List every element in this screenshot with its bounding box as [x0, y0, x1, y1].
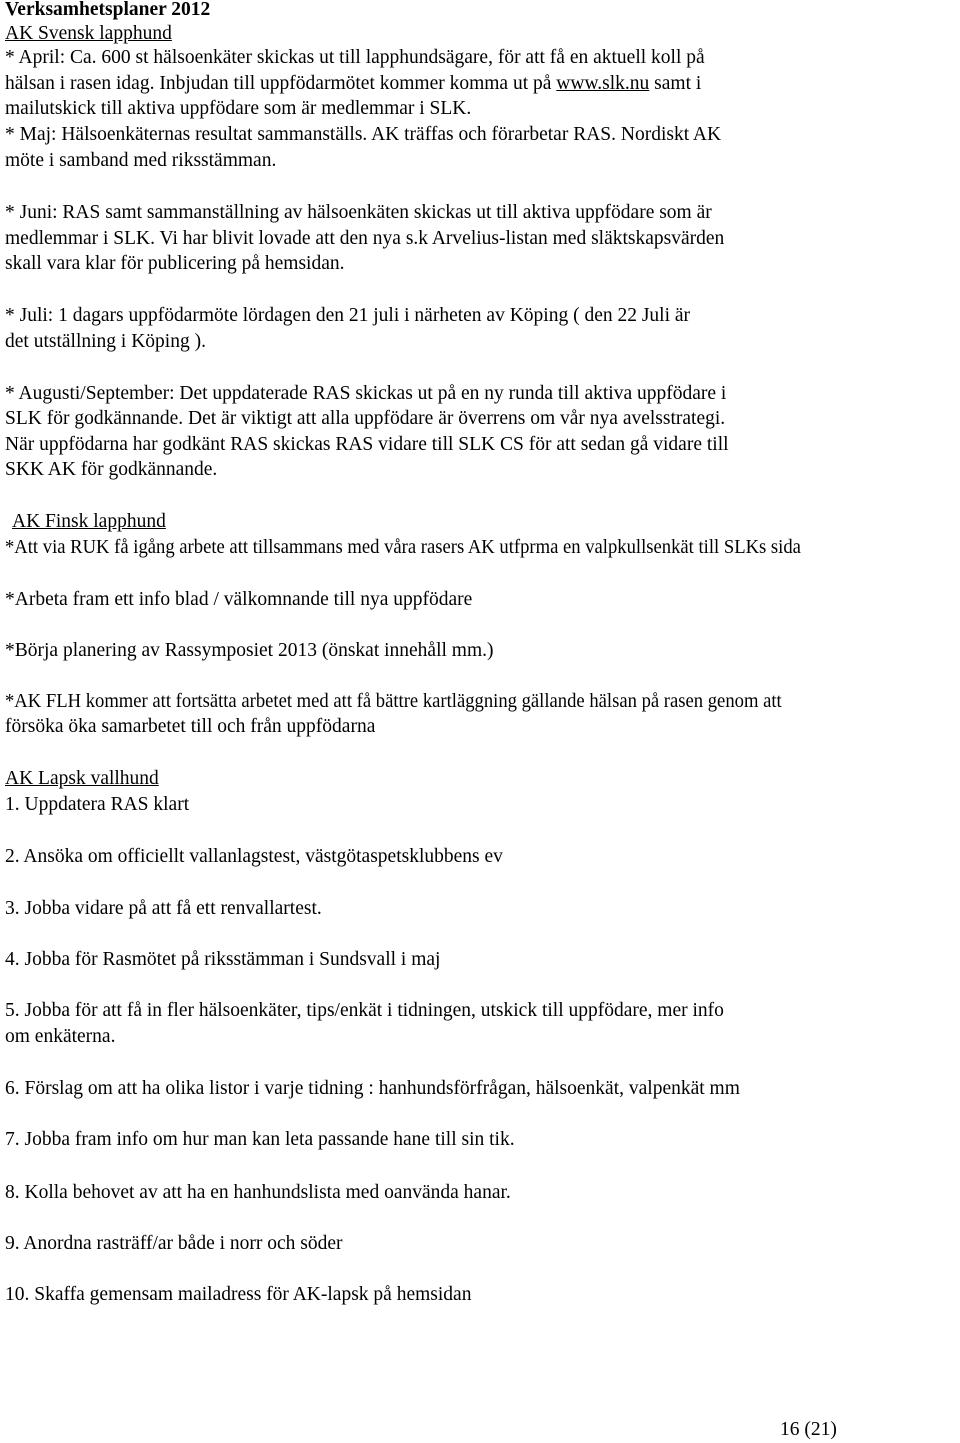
- list-item: *Att via RUK få igång arbete att tillsammans med våra rasers AK utfprma en valpkullsenkät till SLKs sida: [5, 537, 801, 558]
- paragraph-line: * Juli: 1 dagars uppfödarmöte lördagen den 21 juli i närheten av Köping ( den 22 Juli är: [5, 305, 691, 326]
- list-item: om enkäterna.: [5, 1026, 116, 1047]
- list-item: 8. Kolla behovet av att ha en hanhundslista med oanvända hanar.: [5, 1182, 511, 1203]
- list-item: 3. Jobba vidare på att få ett renvallartest.: [5, 898, 322, 919]
- paragraph-line: mailutskick till aktiva uppfödare som är medlemmar i SLK.: [5, 98, 472, 119]
- document-title: Verksamhetsplaner 2012: [5, 0, 211, 20]
- list-item: 6. Förslag om att ha olika listor i varje tidning : hanhundsförfrågan, hälsoenkät, valpenkät mm: [5, 1078, 740, 1099]
- paragraph-line: möte i samband med riksstämman.: [5, 150, 277, 171]
- list-item: 4. Jobba för Rasmötet på riksstämman i Sundsvall i maj: [5, 949, 441, 970]
- paragraph-line: skall vara klar för publicering på hemsidan.: [5, 253, 345, 274]
- paragraph-line: SLK för godkännande. Det är viktigt att alla uppfödare är överrens om vår nya avelsstrategi.: [5, 408, 726, 429]
- list-item: *Börja planering av Rassymposiet 2013 (önskat innehåll mm.): [5, 640, 494, 661]
- list-item: 10. Skaffa gemensam mailadress för AK-lapsk på hemsidan: [5, 1284, 472, 1305]
- list-item: *Arbeta fram ett info blad / välkomnande till nya uppfödare: [5, 589, 473, 610]
- paragraph-line: det utställning i Köping ).: [5, 331, 206, 352]
- text-span: samt i: [649, 73, 702, 94]
- list-item: 9. Anordna rasträff/ar både i norr och söder: [5, 1233, 343, 1254]
- paragraph-line: * Maj: Hälsoenkäternas resultat sammanställs. AK träffas och förarbetar RAS. Nordiskt AK: [5, 124, 722, 145]
- paragraph-line: * April: Ca. 600 st hälsoenkäter skickas ut till lapphundsägare, för att få en aktuell koll på: [5, 47, 705, 68]
- paragraph-line: medlemmar i SLK. Vi har blivit lovade att den nya s.k Arvelius-listan med släktskapsvärden: [5, 228, 725, 249]
- list-item: 5. Jobba för att få in fler hälsoenkäter, tips/enkät i tidningen, utskick till uppfödare, mer info: [5, 1000, 724, 1021]
- list-item: *AK FLH kommer att fortsätta arbetet med att få bättre kartläggning gällande hälsan på rasen genom att: [5, 691, 782, 712]
- list-item: försöka öka samarbetet till och från uppfödarna: [5, 716, 376, 737]
- list-item: 2. Ansöka om officiellt vallanlagstest, västgötaspetsklubbens ev: [5, 846, 503, 867]
- paragraph-line: När uppfödarna har godkänt RAS skickas RAS vidare till SLK CS för att sedan gå vidare till: [5, 434, 729, 455]
- paragraph-line: SKK AK för godkännande.: [5, 459, 218, 480]
- text-span: hälsan i rasen idag. Inbjudan till uppfödarmötet kommer komma ut på: [5, 73, 557, 94]
- section-heading-lapsk: AK Lapsk vallhund: [5, 768, 159, 789]
- paragraph-line: * Augusti/September: Det uppdaterade RAS skickas ut på en ny runda till aktiva uppfödare i: [5, 383, 727, 404]
- list-item: 1. Uppdatera RAS klart: [5, 794, 190, 815]
- section-heading-finsk: AK Finsk lapphund: [12, 511, 166, 532]
- website-link[interactable]: www.slk.nu: [556, 73, 650, 94]
- paragraph-line: [5, 71, 701, 97]
- page-number: 16 (21): [780, 1419, 837, 1440]
- list-item: 7. Jobba fram info om hur man kan leta passande hane till sin tik.: [5, 1129, 515, 1150]
- paragraph-line: * Juni: RAS samt sammanställning av hälsoenkäten skickas ut till aktiva uppfödare som är: [5, 202, 712, 223]
- section-heading-svensk: AK Svensk lapphund: [5, 23, 172, 44]
